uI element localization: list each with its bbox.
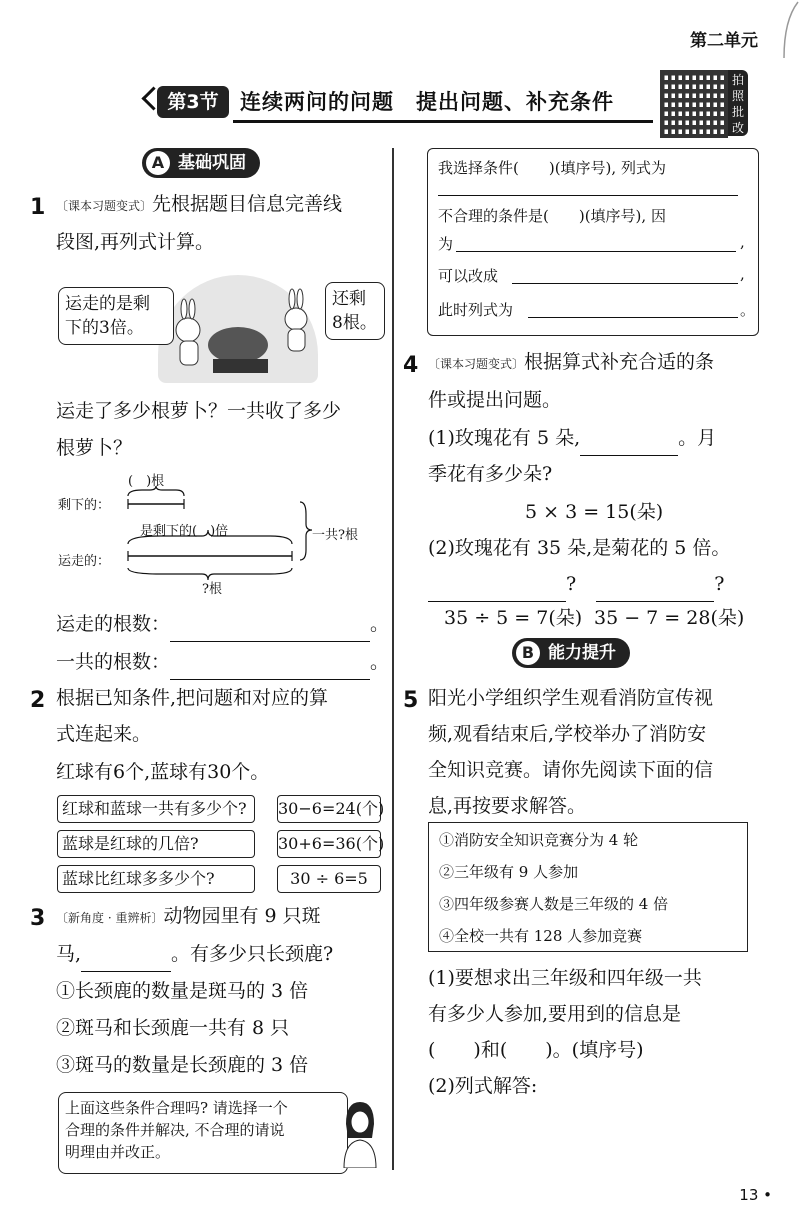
q1-question-b: 根萝卜？: [56, 437, 133, 459]
q3-text-line2: [56, 936, 333, 972]
q3-option-1: ①长颈鹿的数量是斑马的 3 倍: [56, 980, 309, 1002]
q3-text-b1: 马,: [56, 943, 82, 965]
q1-answer-2-label: 一共的根数：: [56, 651, 171, 673]
section-title: 连续两问的问题 提出问题、补充条件: [240, 90, 614, 114]
q4-p1-c: 季花有多少朵?: [428, 463, 553, 485]
segment-diagram: [120, 484, 320, 584]
q4-text-b: 件或提出问题。: [428, 389, 562, 411]
q4-p2-formula-2: 35 − 7 = 28(朵): [594, 607, 745, 629]
q3-blank[interactable]: [81, 947, 171, 972]
q1-answer-1: [56, 606, 389, 642]
q3box-blank-4[interactable]: [528, 299, 738, 318]
q3box-comma-2: ,: [740, 265, 745, 283]
q3box-line-3: 为: [438, 235, 454, 253]
q5-text-b: 频,观看结束后,学校举办了消防安: [428, 723, 707, 745]
q2-given: 红球有6个,蓝球有30个。: [56, 761, 270, 783]
q4-p1-b: 。月: [678, 427, 717, 449]
q2-formula-1[interactable]: 30−6=24(个): [277, 795, 381, 823]
q3-answer-box: [427, 148, 759, 336]
q2-formula-2[interactable]: 30+6=36(个): [277, 830, 381, 858]
q1-question-a: 运走了多少根萝卜？一共收了多少: [56, 400, 342, 422]
q3-prompt-bubble: [58, 1092, 348, 1174]
column-divider: [392, 148, 394, 1170]
qr-code-icon[interactable]: [660, 70, 728, 138]
section-b-title: 能力提升: [548, 643, 616, 663]
q1-text-b: 段图,再列式计算。: [56, 231, 215, 253]
q4-p2-blanks: [428, 566, 724, 602]
q4-text-a: 根据算式补充合适的条: [524, 351, 715, 373]
q3box-blank-3[interactable]: [512, 265, 738, 284]
q1-period-1: 。: [370, 613, 390, 635]
q4-p1-blank[interactable]: [580, 431, 678, 456]
rabbit-icon: [158, 275, 318, 383]
diagram-row2-label: 运走的：: [58, 554, 111, 569]
bubble-left-line-b: 下的3倍。: [65, 318, 144, 338]
q1-tag: 〔课本习题变式〕: [56, 199, 153, 213]
section-a-title: 基础巩固: [178, 153, 246, 173]
q3box-blank-2[interactable]: [456, 233, 736, 252]
q5-info-4: ④全校一共有 128 人参加竞赛: [439, 927, 643, 945]
q1-answer-2: [56, 644, 389, 680]
q5-text-c: 全知识竞赛。请你先阅读下面的信: [428, 759, 714, 781]
q5-number: 5: [403, 688, 419, 713]
diagram-mid-label: 是剩下的( )倍: [140, 524, 229, 539]
rabbits-carrot-illustration: [158, 275, 318, 383]
q3-option-2: ②斑马和长颈鹿一共有 8 只: [56, 1017, 290, 1039]
q3box-comma-1: ,: [740, 233, 745, 251]
q5-info-3: ③四年级参赛人数是三年级的 4 倍: [439, 895, 669, 913]
q3box-line-4: 可以改成: [438, 267, 499, 285]
q3-tag: 〔新角度 · 重辨析〕: [56, 911, 164, 925]
q4-p2-a: (2)玫瑰花有 35 朵,是菊花的 5 倍。: [428, 537, 731, 559]
q4-p2-qmark-2: ?: [714, 573, 725, 595]
q5-info-box: [428, 822, 748, 952]
q1-answer-1-label: 运走的根数：: [56, 613, 171, 635]
q4-p1: [428, 420, 716, 456]
q3-prompt-a: 上面这些条件合理吗? 请选择一个: [65, 1099, 288, 1117]
q5-p1-a: (1)要想求出三年级和四年级一共: [428, 967, 702, 989]
q4-p1-formula: 5 × 3 = 15(朵): [525, 501, 664, 523]
q3box-blank-1[interactable]: [438, 177, 738, 196]
section-badge: 第3节: [157, 86, 229, 118]
q2-text-a: 根据已知条件,把问题和对应的算: [56, 687, 329, 709]
q1-answer-2-blank[interactable]: [170, 655, 370, 680]
q4-text: [428, 344, 714, 382]
q3box-line-5: 此时列式为: [438, 301, 514, 319]
q3-text-b2: 。有多少只长颈鹿?: [171, 943, 334, 965]
q3-number: 3: [30, 906, 46, 931]
q2-number: 2: [30, 688, 46, 713]
q2-formula-3[interactable]: 30 ÷ 6=5: [277, 865, 381, 893]
teacher-icon: [336, 1098, 384, 1168]
bubble-right-line-b: 8根。: [332, 313, 377, 333]
section-a-pill: [142, 148, 260, 178]
q2-question-3[interactable]: 蓝球比红球多多少个?: [57, 865, 255, 893]
q3box-period: 。: [740, 301, 756, 319]
q3-prompt-c: 明理由并改正。: [65, 1143, 171, 1161]
bubble-left-line-a: 运走的是剩: [65, 294, 150, 314]
page-number: 13 •: [739, 1186, 772, 1204]
q5-text-a: 阳光小学组织学生观看消防宣传视: [428, 687, 714, 709]
unit-label: 第二单元: [690, 31, 758, 51]
q3-option-3: ③斑马的数量是长颈鹿的 3 倍: [56, 1054, 309, 1076]
q4-number: 4: [403, 353, 419, 378]
q4-p2-blank-2[interactable]: [596, 577, 714, 602]
diagram-bottom-label: ?根: [202, 582, 222, 597]
q3box-line-2: 不合理的条件是( )(填序号), 因: [438, 207, 666, 225]
q1-answer-1-blank[interactable]: [170, 617, 370, 642]
section-b-pill: [512, 638, 630, 668]
section-a-letter: A: [146, 151, 170, 175]
q5-p1-b: 有多少人参加,要用到的信息是: [428, 1003, 682, 1025]
section-b-letter: B: [516, 641, 540, 665]
bubble-left: [58, 287, 174, 345]
q1-number: 1: [30, 195, 46, 220]
q3-prompt-b: 合理的条件并解决, 不合理的请说: [65, 1121, 285, 1139]
q1-text: [56, 186, 342, 224]
q4-p2-qmark-1: ?: [566, 573, 577, 595]
diagram-top-label: ( )根: [128, 474, 165, 489]
photo-grade-tag[interactable]: 拍照批改: [728, 70, 748, 136]
q3-text-a: 动物园里有 9 只斑: [163, 905, 321, 927]
q4-p2-blank-1[interactable]: [428, 577, 566, 602]
q3box-line-1: 我选择条件( )(填序号), 列式为: [438, 159, 666, 177]
title-underline: [233, 120, 653, 123]
bubble-right-line-a: 还剩: [332, 289, 366, 309]
q2-question-2[interactable]: 蓝球是红球的几倍?: [57, 830, 255, 858]
diagram-row1-label: 剩下的：: [58, 498, 111, 513]
q5-info-2: ②三年级有 9 人参加: [439, 863, 579, 881]
q5-text-d: 息,再按要求解答。: [428, 795, 587, 817]
q1-period-2: 。: [370, 651, 390, 673]
q4-p1-a: (1)玫瑰花有 5 朵,: [428, 427, 581, 449]
q5-p1-c: ( )和( )。(填序号): [428, 1039, 644, 1061]
q2-question-1[interactable]: 红球和蓝球一共有多少个?: [57, 795, 255, 823]
q1-text-a: 先根据题目信息完善线: [152, 193, 343, 215]
q5-info-1: ①消防安全知识竞赛分为 4 轮: [439, 831, 639, 849]
q3-text: [56, 898, 321, 936]
bubble-right: [325, 282, 385, 340]
page-corner-curl: [760, 0, 800, 60]
q4-p2-formula-1: 35 ÷ 5 = 7(朵): [444, 607, 583, 629]
q5-p2: (2)列式解答:: [428, 1075, 538, 1097]
diagram-total-label: 一共?根: [312, 528, 358, 543]
q4-tag: 〔课本习题变式〕: [428, 357, 525, 371]
q2-text-b: 式连起来。: [56, 723, 152, 745]
